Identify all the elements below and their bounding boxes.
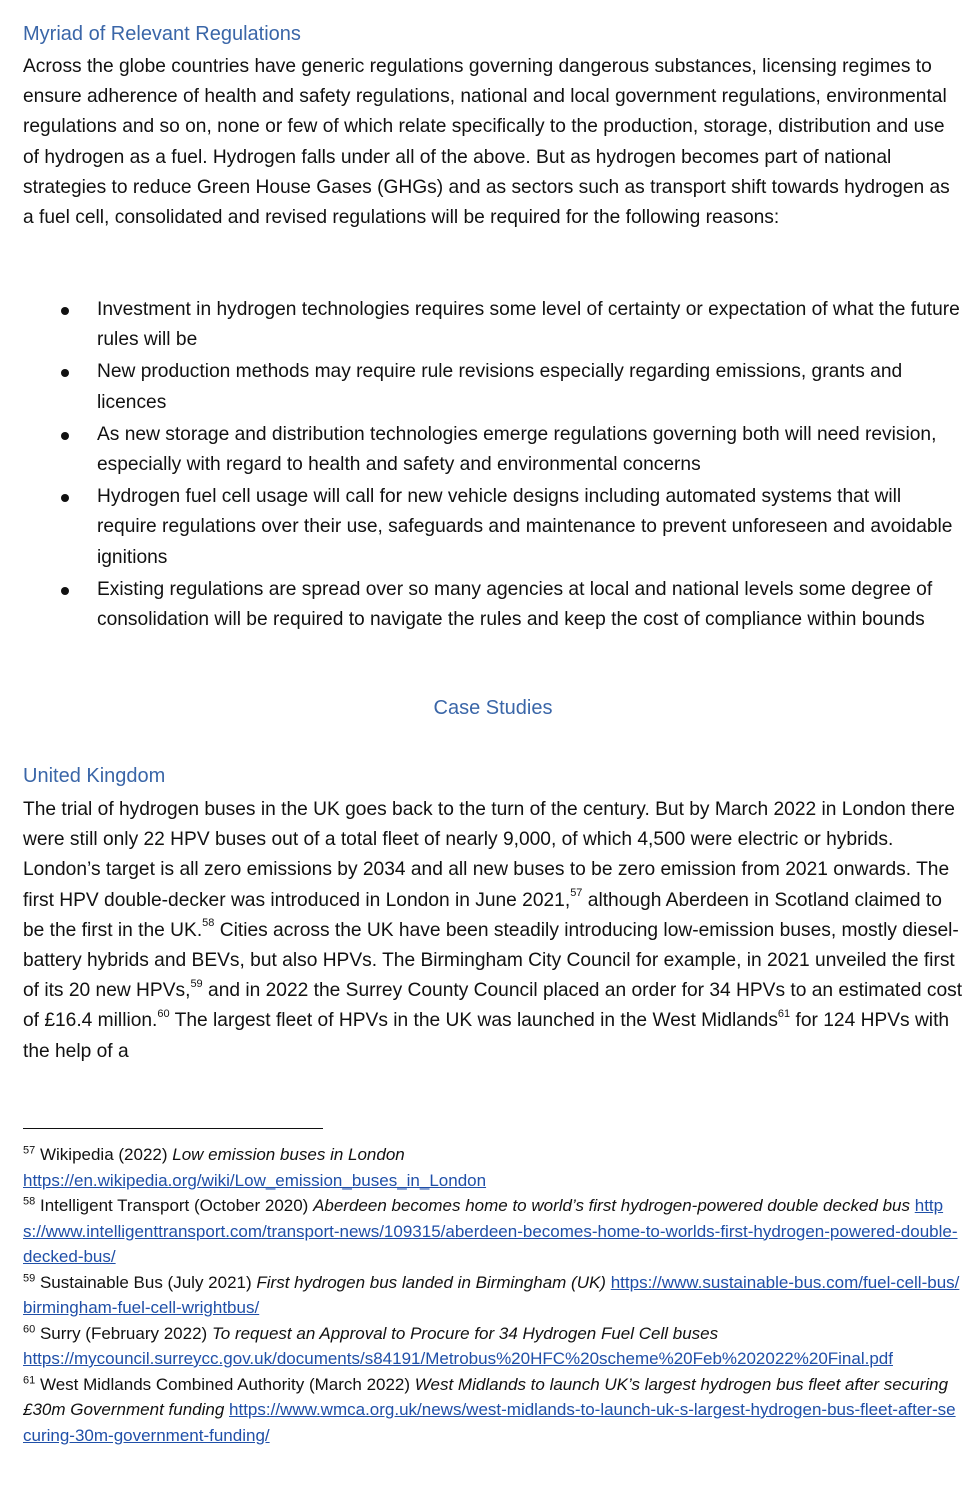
footnote-source: Wikipedia (2022): [35, 1145, 173, 1164]
list-item: [23, 295, 963, 355]
section-heading-united-kingdom: United Kingdom: [23, 765, 166, 787]
footnote-link[interactable]: https://mycouncil.surreycc.gov.uk/documents/s84191/Metrobus%20HFC%20scheme%20Feb%202022%20Final.pdf: [23, 1349, 893, 1368]
uk-text-2: although Aberdeen in Scotland claimed to be the first in the UK.: [23, 889, 942, 941]
footnote-link[interactable]: https://en.wikipedia.org/wiki/Low_emission_buses_in_London: [23, 1170, 487, 1190]
footnote-link[interactable]: https://www.sustainable-bus.com/fuel-cell-bus/birmingham-fuel-cell-wrightbus/: [23, 1272, 960, 1317]
uk-text-1: The trial of hydrogen buses in the UK goes back to the turn of the century. But by March 2022 in London there were still only 22 HPV buses out of a total fleet of nearly 9,000, of which 4,500 were electric or hybrids. London’s target is all zero emissions by 2034 and all new buses to be zero emission from 2021 onwards. The first HPV double-decker was introduced in London in June 2021,: [23, 799, 955, 911]
list-item-text: As new storage and distribution technologies emerge regulations governing both will need revision, especially with regard to health and safety and environmental concerns: [97, 423, 937, 476]
footnote-link[interactable]: https://www.intelligenttransport.com/transport-news/109315/aberdeen-becomes-home-to-worlds-first-hydrogen-powered-double-decked-bus/: [23, 1196, 958, 1266]
list-item-text: New production methods may require rule revisions especially regarding emissions, grants and licences: [97, 361, 903, 413]
footnote-ref-57[interactable]: 57: [570, 887, 583, 900]
footnote-title: Aberdeen becomes home to world’s first hydrogen-powered double decked bus: [313, 1196, 910, 1215]
list-item-text: Hydrogen fuel cell usage will call for new vehicle designs including automated systems that will require regulations over their use, safeguards and maintenance to prevent unforeseen and avoidable ignitions: [97, 486, 953, 568]
list-item: [23, 575, 963, 635]
bullet-icon: [61, 494, 69, 502]
footnote-title: Low emission buses in London: [172, 1145, 405, 1164]
bullet-icon: [61, 432, 69, 440]
footnote-separator: [23, 1128, 323, 1129]
footnote-title: West Midlands to launch UK’s largest hydrogen bus fleet after securing £30m Government funding: [23, 1374, 949, 1419]
footnotes: [23, 1142, 963, 1448]
footnote-ref-58[interactable]: 58: [202, 917, 215, 930]
footnote-61: [23, 1372, 963, 1449]
reasons-list: [23, 295, 963, 637]
list-item: [23, 482, 963, 573]
footnote-source: Intelligent Transport (October 2020): [35, 1196, 314, 1215]
footnote-ref-60[interactable]: 60: [157, 1008, 170, 1021]
footnote-number: 60: [23, 1322, 36, 1335]
footnote-57: [23, 1142, 963, 1193]
footnote-source: West Midlands Combined Authority (March 2022): [35, 1374, 415, 1394]
footnote-source: Sustainable Bus (July 2021): [35, 1272, 257, 1292]
footnote-source: Surry (February 2022): [35, 1323, 212, 1343]
footnote-title: To request an Approval to Procure for 34 Hydrogen Fuel Cell buses: [211, 1323, 719, 1343]
uk-text-4: and in 2022 the Surrey County Council placed an order for 34 HPVs to an estimated cost of £16.4 million.: [23, 980, 963, 1032]
bullet-icon: [61, 307, 69, 315]
list-item-text: Investment in hydrogen technologies requires some level of certainty or expectation of what the future rules will be: [97, 299, 960, 351]
footnote-ref-59[interactable]: 59: [190, 977, 203, 990]
list-item: [23, 420, 963, 480]
bullet-icon: [61, 369, 69, 377]
footnote-title: First hydrogen bus landed in Birmingham (UK): [256, 1272, 606, 1292]
section-heading-case-studies: Case Studies: [433, 697, 553, 719]
footnote-ref-61[interactable]: 61: [777, 1008, 791, 1021]
list-item-text: Existing regulations are spread over so many agencies at local and national levels some degree of consolidation will be required to navigate the rules and keep the cost of compliance within bounds: [97, 578, 933, 631]
footnote-59: [23, 1270, 963, 1321]
footnote-58: [23, 1193, 963, 1270]
footnote-number: 59: [23, 1271, 36, 1284]
intro-paragraph: Across the globe countries have generic regulations governing dangerous substances, licensing regimes to ensure adherence of health and safety regulations, national and local government regulations, environmental regulations and so on, none or few of which relate specifically to the production, storage, distribution and use of hydrogen as a fuel. Hydrogen falls under all of the above. But as hydrogen becomes part of national strategies to reduce Green House Gases (GHGs) and as sectors such as transport shift towards hydrogen as a fuel cell, consolidated and revised regulations will be required for the following reasons:: [23, 56, 950, 229]
footnote-60: [23, 1321, 963, 1372]
uk-paragraph: [23, 795, 963, 1067]
uk-text-6: for 124 HPVs with the help of a: [23, 1010, 950, 1062]
section-heading-myriad: Myriad of Relevant Regulations: [23, 23, 301, 45]
uk-text-3: Cities across the UK have been steadily introducing low-emission buses, mostly diesel-battery hybrids and BEVs, but also HPVs. The Birmingham City Council for example, in 2021 unveiled the first of its 20 new HPVs,: [23, 919, 959, 1002]
footnote-link[interactable]: https://www.wmca.org.uk/news/west-midlands-to-launch-uk-s-largest-hydrogen-bus-fleet-after-securing-30m-government-funding/: [23, 1400, 956, 1445]
footnote-number: 61: [23, 1373, 36, 1386]
list-item: [23, 357, 963, 417]
bullet-icon: [61, 587, 69, 595]
footnote-number: 57: [23, 1144, 36, 1157]
uk-text-5: The largest fleet of HPVs in the UK was launched in the West Midlands: [169, 1010, 778, 1032]
footnote-number: 58: [23, 1195, 36, 1208]
